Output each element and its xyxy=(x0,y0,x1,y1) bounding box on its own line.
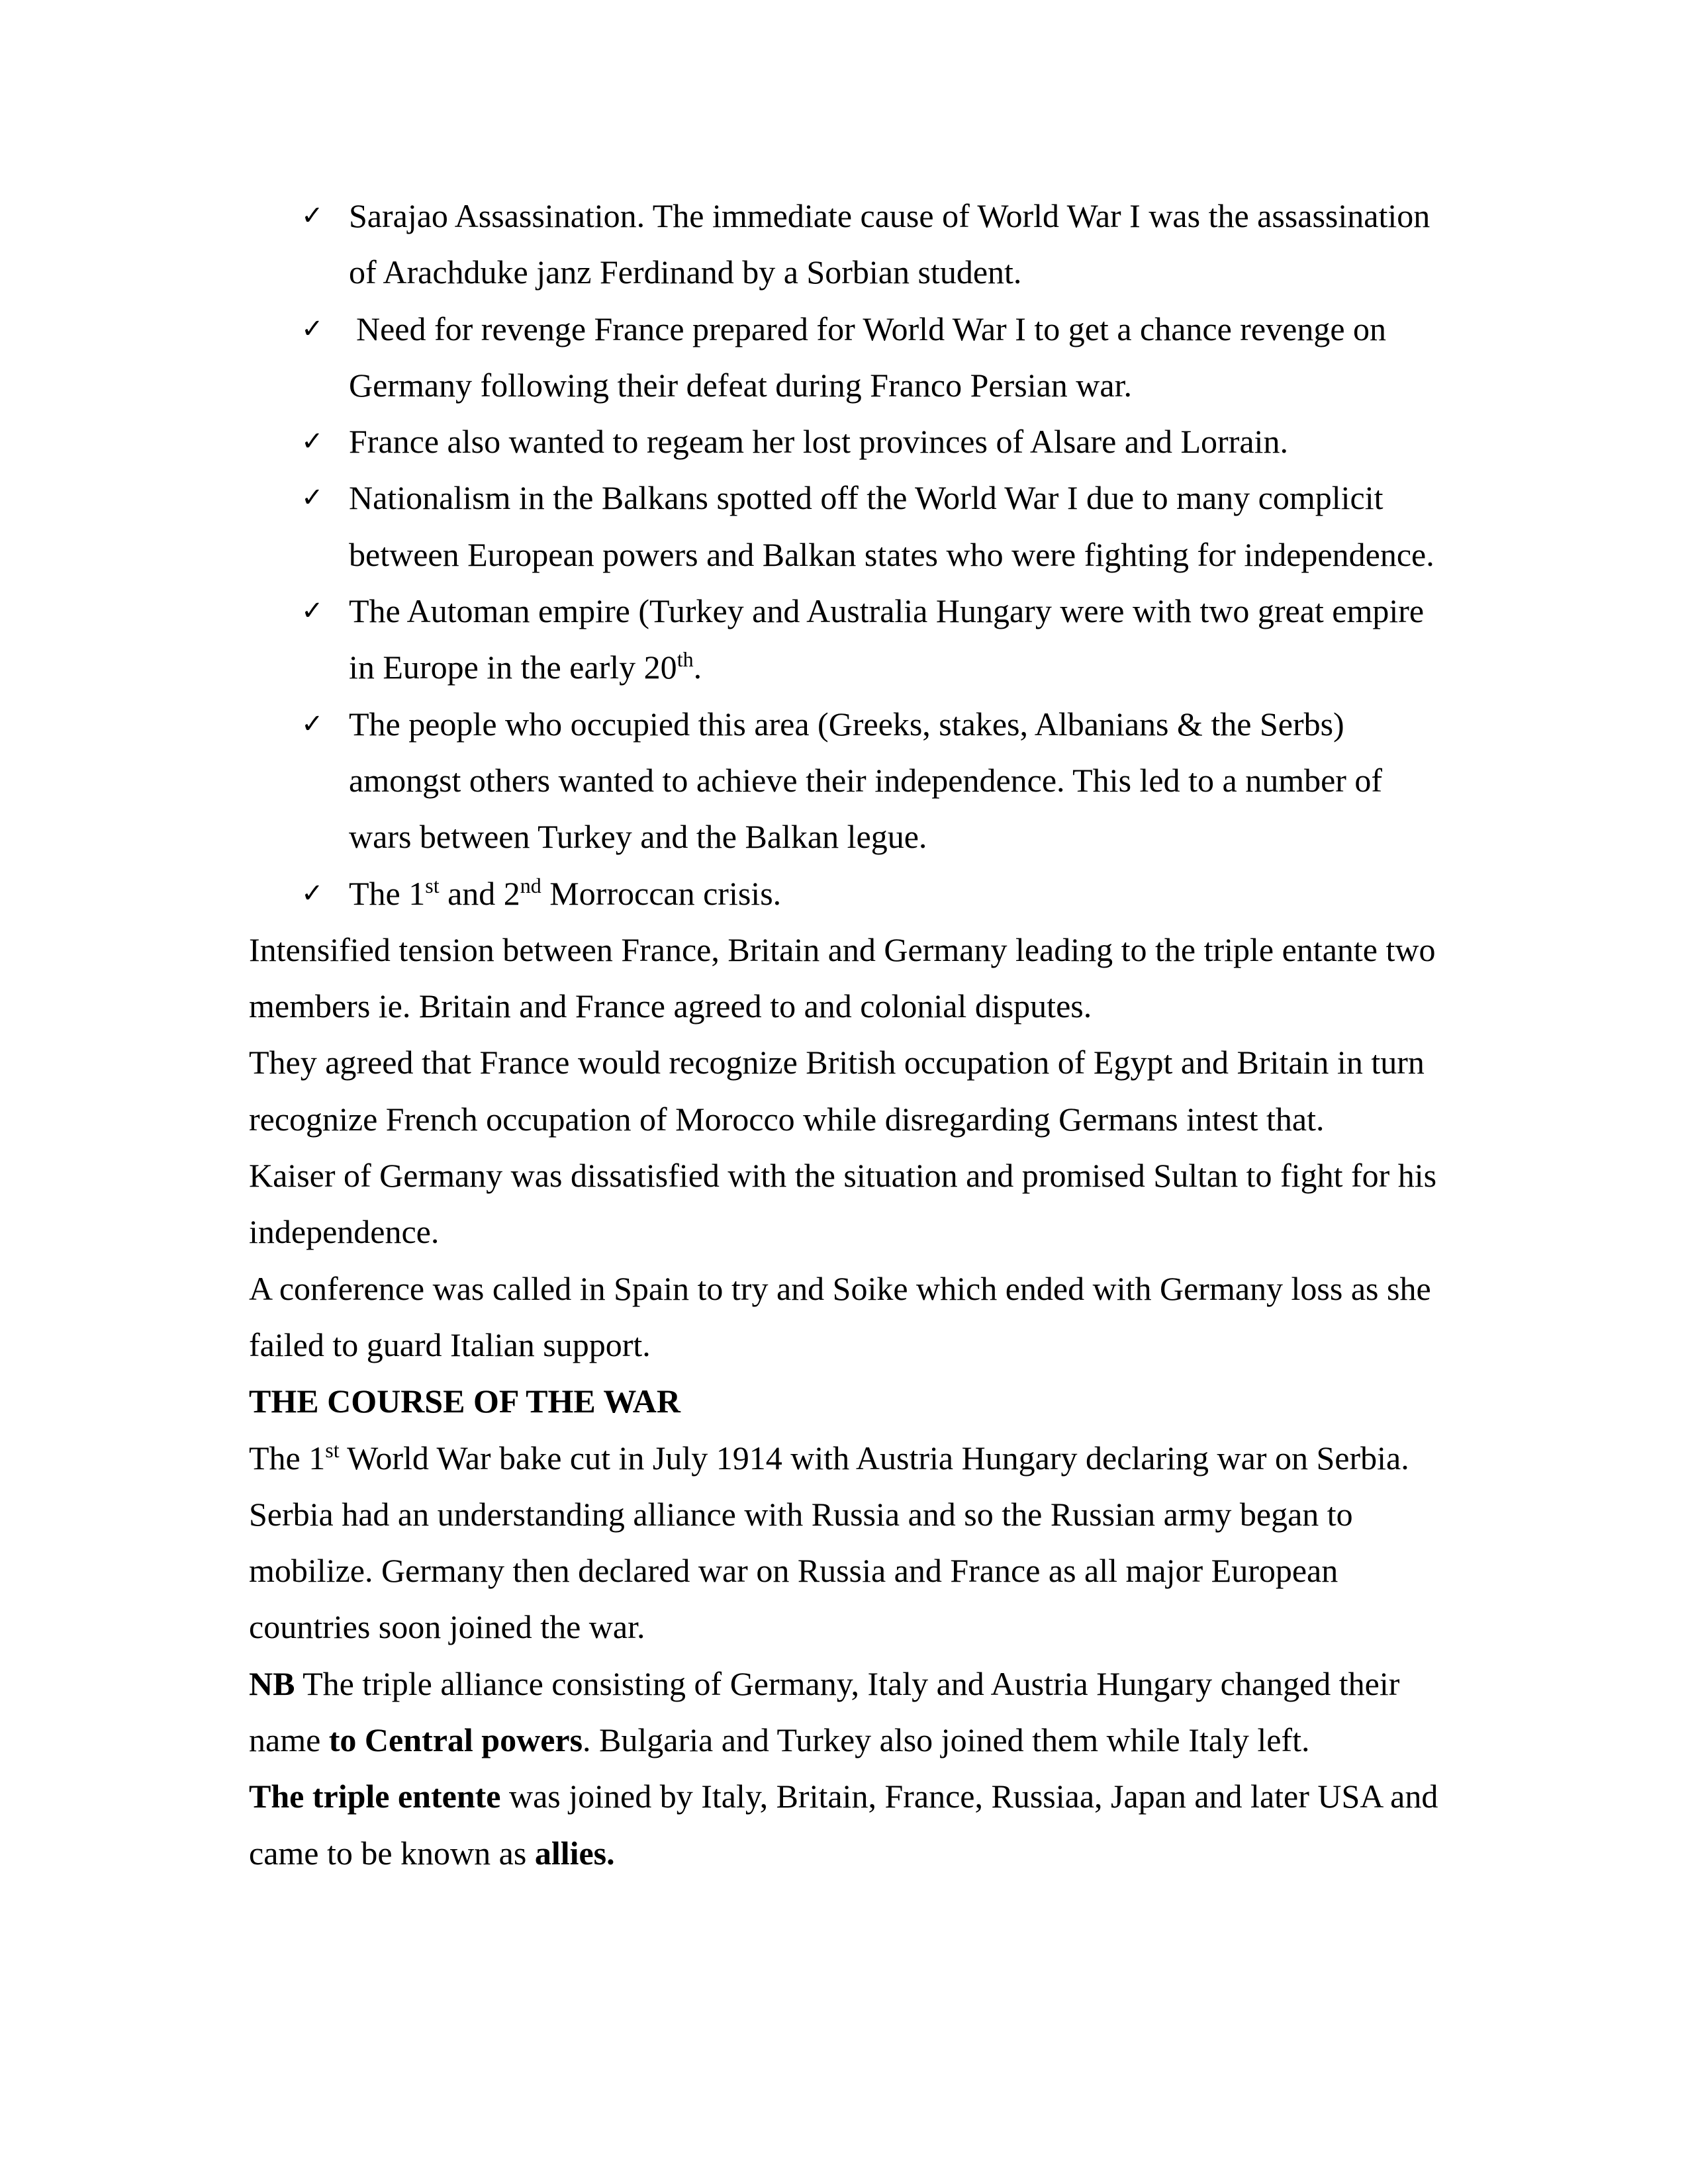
document-page xyxy=(249,188,1447,1882)
superscript: st xyxy=(425,873,440,897)
check-mark-icon: ✓ xyxy=(301,708,324,739)
text-run: . xyxy=(693,649,702,686)
text-run: was joined by Italy, Britain, France, Russiaa, Japan and later USA and came to be known as xyxy=(249,1778,1438,1872)
text-run: Morroccan crisis. xyxy=(541,874,782,912)
bullet-item xyxy=(249,583,1447,696)
paragraph xyxy=(249,1768,1447,1882)
check-mark-icon: ✓ xyxy=(301,482,324,514)
paragraphs-before-heading xyxy=(249,922,1447,1373)
paragraph xyxy=(249,922,1447,1035)
cause-bullet-list xyxy=(249,188,1447,922)
check-mark-icon: ✓ xyxy=(301,878,324,909)
text-run: World War bake cut in July 1914 with Austria Hungary declaring war on Serbia. xyxy=(339,1439,1409,1477)
bullet-item xyxy=(249,696,1447,866)
text-run: Nationalism in the Balkans spotted off the World War I due to many complicit between European powers and Balkan states who were fighting for independence. xyxy=(349,479,1434,573)
bullet-text xyxy=(349,197,1430,291)
bold-text: to Central powers xyxy=(328,1721,583,1759)
text-run: Need for revenge France prepared for World War I to get a chance revenge on Germany following their defeat during Franco Persian war. xyxy=(349,310,1387,404)
bullet-item xyxy=(249,470,1447,583)
bullet-item xyxy=(249,866,1447,922)
section-heading: THE COURSE OF THE WAR xyxy=(249,1383,681,1420)
text-run: France also wanted to regeam her lost provinces of Alsare and Lorrain. xyxy=(349,423,1288,461)
text-run: The 1 xyxy=(249,1439,326,1477)
text-run: Sarajao Assassination. The immediate cause of World War I was the assassination of Arachduke janz Ferdinand by a Sorbian student. xyxy=(349,197,1430,291)
check-mark-icon: ✓ xyxy=(301,313,324,344)
text-run: A conference was called in Spain to try and Soike which ended with Germany loss as she failed to guard Italian support. xyxy=(249,1269,1431,1363)
bullet-item xyxy=(249,188,1447,301)
text-run: The triple alliance consisting of Germany, Italy and Austria Hungary changed their name xyxy=(249,1664,1400,1759)
text-run: The 1 xyxy=(349,874,426,912)
text-run: . Bulgaria and Turkey also joined them while Italy left. xyxy=(583,1721,1310,1759)
bullet-text xyxy=(349,479,1434,572)
text-run: Kaiser of Germany was dissatisfied with the situation and promised Sultan to fight for his independence. xyxy=(249,1157,1437,1251)
bullet-text xyxy=(349,705,1382,856)
text-run: and 2 xyxy=(439,874,520,912)
check-mark-icon: ✓ xyxy=(301,596,324,627)
bold-text: The triple entente xyxy=(249,1778,501,1815)
text-run: Serbia had an understanding alliance with Russia and so the Russian army began to mobilize. Germany then declared war on Russia and France as all major European countries soon joined the war. xyxy=(249,1495,1353,1646)
paragraphs-after-heading xyxy=(249,1430,1447,1882)
paragraph xyxy=(249,1261,1447,1374)
text-run: Intensified tension between France, Britain and Germany leading to the triple entante two members ie. Britain and France agreed to and colonial disputes. xyxy=(249,931,1436,1025)
bold-text: allies. xyxy=(534,1834,615,1872)
paragraph xyxy=(249,1656,1447,1769)
check-mark-icon: ✓ xyxy=(301,426,324,457)
text-run: They agreed that France would recognize British occupation of Egypt and Britain in turn recognize French occupation of Morocco while disregarding Germans intest that. xyxy=(249,1044,1425,1138)
bullet-text xyxy=(349,423,1288,460)
text-run: The Automan empire (Turkey and Australia Hungary were with two great empire in Europe in the early 20 xyxy=(349,592,1425,686)
paragraph xyxy=(249,1148,1447,1261)
text-run: The people who occupied this area (Greeks, stakes, Albanians & the Serbs) amongst others wanted to achieve their independence. This led to a number of wars between Turkey and the Balkan legue. xyxy=(349,705,1383,856)
superscript: nd xyxy=(520,873,541,897)
check-mark-icon: ✓ xyxy=(301,201,324,231)
paragraph xyxy=(249,1486,1447,1656)
superscript: st xyxy=(325,1437,340,1462)
paragraph xyxy=(249,1034,1447,1148)
bullet-item xyxy=(249,414,1447,470)
paragraph xyxy=(249,1430,1447,1486)
bullet-item xyxy=(249,301,1447,414)
superscript: th xyxy=(677,647,694,672)
bullet-text xyxy=(349,310,1386,404)
bold-text: NB xyxy=(249,1664,295,1702)
bullet-text xyxy=(349,592,1424,686)
bullet-text xyxy=(349,875,781,912)
